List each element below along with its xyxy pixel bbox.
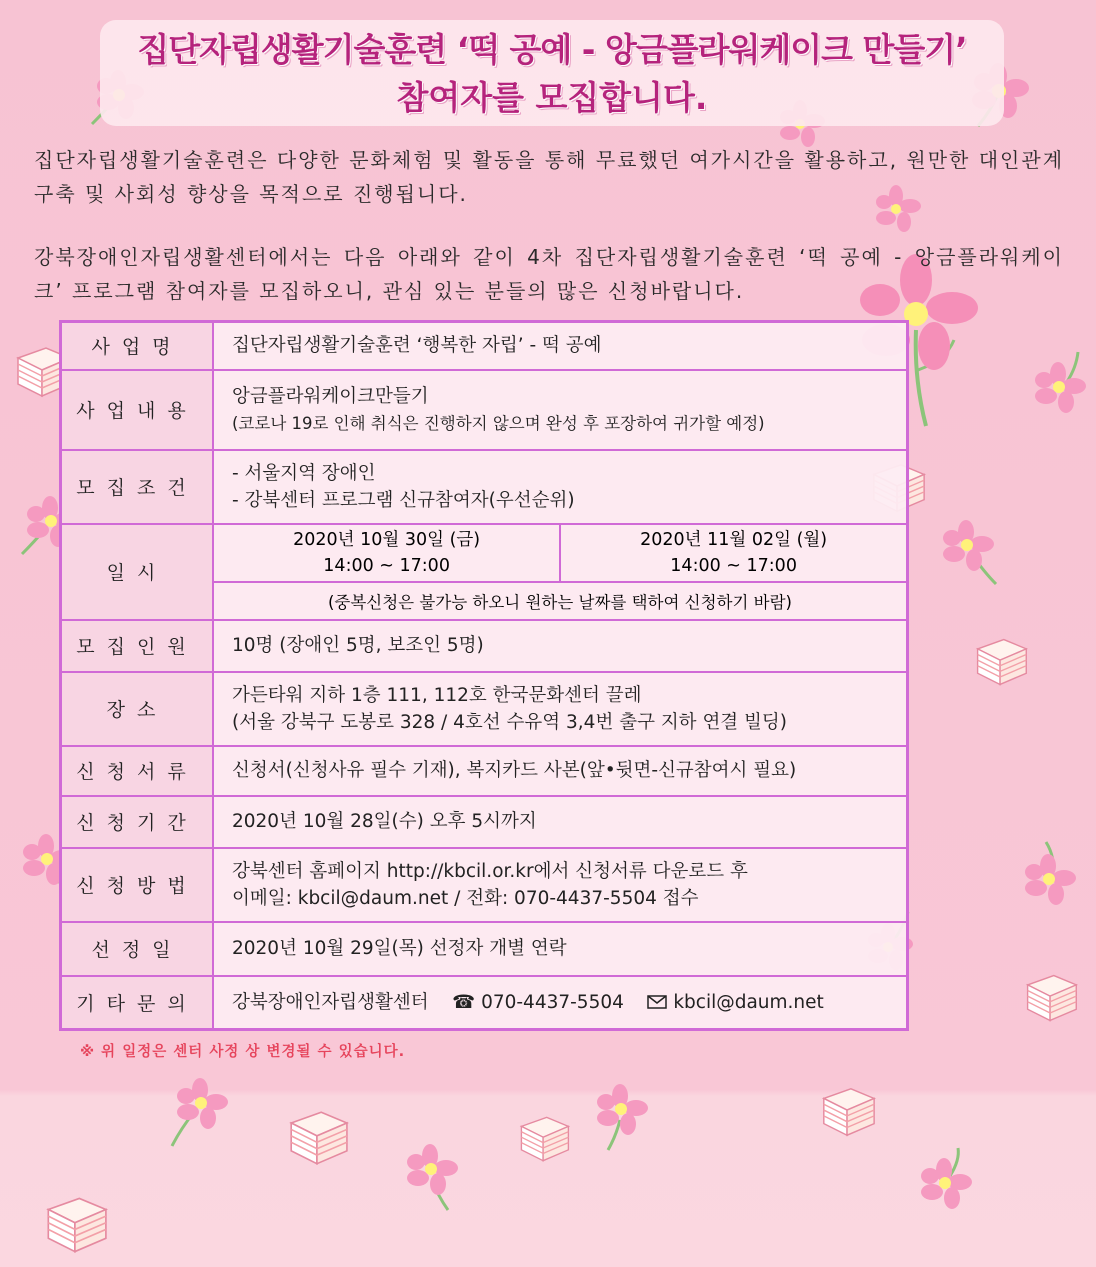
table-row (61, 524, 908, 582)
flower-decoration-icon (1016, 840, 1086, 915)
row-label: 일시 (61, 524, 214, 620)
row-value: 2020년 10월 28일(수) 오후 5시까지 (213, 796, 908, 848)
schedule-option (560, 524, 907, 582)
table-row (61, 620, 908, 672)
cake-box-decoration-icon (1022, 970, 1080, 1026)
method-line: 이메일: kbcil@daum.net / 전화: 070-4437-5504 접수 (232, 887, 699, 909)
place-line: 가든타워 지하 1층 111, 112호 한국문화센터 끌레 (232, 684, 642, 706)
row-value (213, 370, 908, 450)
inquiry-phone: 070-4437-5504 (481, 991, 624, 1013)
envelope-icon (647, 995, 667, 1009)
phone-icon: ☎ (452, 991, 476, 1013)
row-label: 사업명 (61, 322, 214, 370)
row-label: 모집인원 (61, 620, 214, 672)
table-row (61, 672, 908, 746)
row-value: 집단자립생활기술훈련 ‘행복한 자립’ - 떡 공예 (213, 322, 908, 370)
row-label: 신청방법 (61, 848, 214, 922)
flower-decoration-icon (1024, 350, 1094, 430)
schedule-date: 2020년 10월 30일 (금) (293, 529, 481, 550)
row-value: 2020년 10월 29일(목) 선정자 개별 연락 (213, 922, 908, 976)
row-label: 신청기간 (61, 796, 214, 848)
title-banner (100, 20, 1004, 126)
schedule-change-notice: ※ 위 일정은 센터 사정 상 변경될 수 있습니다. (80, 1044, 406, 1060)
intro-paragraph: 강북장애인자립생활센터에서는 다음 아래와 같이 4차 집단자립생활기술훈련 ‘떡 공예 - 앙금플라워케이크’ 프로그램 참여자를 모집하오니, 관심 있는 분들의 많은 신청바랍니다. (34, 245, 1064, 303)
flower-decoration-icon (910, 1146, 980, 1220)
condition-line: - 서울지역 장애인 (232, 462, 376, 484)
table-row (61, 922, 908, 976)
info-table (59, 320, 909, 1031)
page-subtitle: 참여자를 모집합니다. (396, 78, 708, 117)
row-label: 선정일 (61, 922, 214, 976)
table-row (61, 450, 908, 524)
row-value (213, 450, 908, 524)
inquiry-email[interactable]: kbcil@daum.net (673, 991, 824, 1013)
flower-decoration-icon (166, 1074, 236, 1150)
row-label: 장소 (61, 672, 214, 746)
condition-line: - 강북센터 프로그램 신규참여자(우선순위) (232, 489, 575, 511)
row-label: 기타문의 (61, 976, 214, 1030)
row-label: 모집조건 (61, 450, 214, 524)
flower-decoration-icon (934, 516, 1004, 588)
table-row (61, 976, 908, 1030)
cake-box-decoration-icon (818, 1084, 878, 1140)
flower-decoration-icon (586, 1080, 656, 1152)
cake-box-decoration-icon (40, 1194, 112, 1256)
row-value: 신청서(신청사유 필수 기재), 복지카드 사본(앞•뒷면-신규참여시 필요) (213, 746, 908, 796)
table-row (61, 796, 908, 848)
cake-box-decoration-icon (284, 1108, 352, 1168)
intro-paragraph: 집단자립생활기술훈련은 다양한 문화체험 및 활동을 통해 무료했던 여가시간을 활용하고, 원만한 대인관계 구축 및 사회성 향상을 목적으로 진행됩니다. (34, 148, 1065, 206)
cake-box-decoration-icon (516, 1108, 572, 1170)
schedule-time: 14:00 ~ 17:00 (670, 555, 797, 576)
table-row (61, 322, 908, 370)
row-value (213, 976, 908, 1030)
flower-decoration-icon (396, 1140, 466, 1212)
schedule-time: 14:00 ~ 17:00 (323, 555, 450, 576)
schedule-option (213, 524, 560, 582)
content-line: 앙금플라워케이크만들기 (232, 385, 429, 407)
method-line: 강북센터 홈페이지 http://kbcil.or.kr에서 신청서류 다운로드 후 (232, 860, 748, 882)
cake-box-decoration-icon (972, 634, 1030, 690)
inquiry-org: 강북장애인자립생활센터 (232, 991, 429, 1013)
table-row (61, 370, 908, 450)
schedule-date: 2020년 11월 02일 (월) (640, 529, 828, 550)
row-value (213, 848, 908, 922)
row-value: 10명 (장애인 5명, 보조인 5명) (213, 620, 908, 672)
row-value (213, 672, 908, 746)
page-title: 집단자립생활기술훈련 ‘떡 공예 - 앙금플라워케이크 만들기’ (137, 30, 967, 69)
table-row (61, 746, 908, 796)
table-row (61, 848, 908, 922)
row-label: 신청서류 (61, 746, 214, 796)
place-line: (서울 강북구 도봉로 328 / 4호선 수유역 3,4번 출구 지하 연결 빌딩) (232, 711, 788, 733)
schedule-note: (중복신청은 불가능 하오니 원하는 날짜를 택하여 신청하기 바람) (213, 582, 908, 620)
row-label: 사업내용 (61, 370, 214, 450)
content-note: (코로나 19로 인해 취식은 진행하지 않으며 완성 후 포장하여 귀가할 예정) (232, 413, 765, 433)
